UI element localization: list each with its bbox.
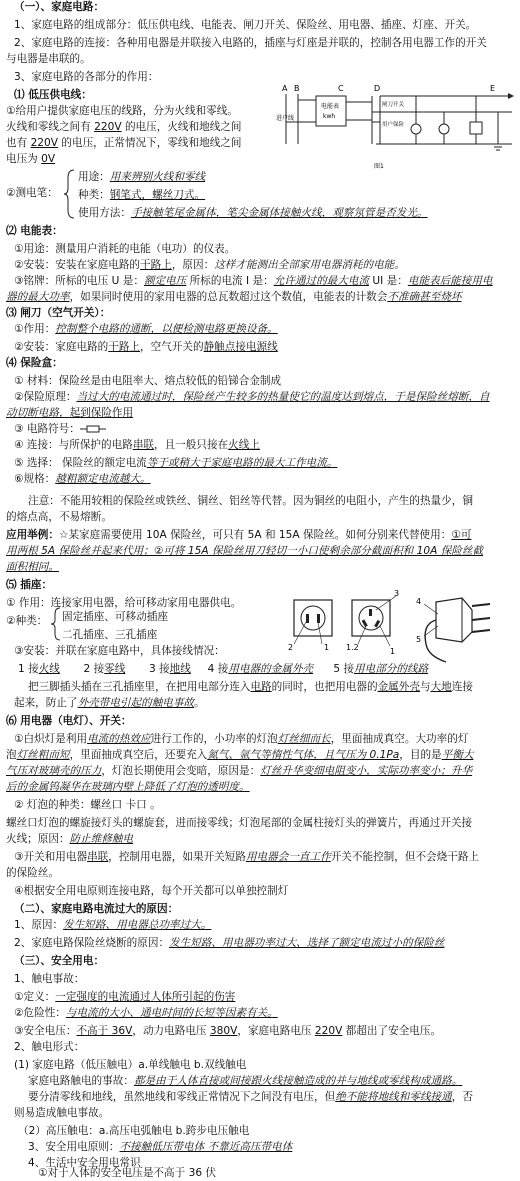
test-pen-method: 使用方法：手接触笔尾金属体，笔尖金属体接触火线，观察氖管是否发光。 (78, 207, 428, 219)
safety-text: 要分清零线和地线，虽然地线和零线正常情况下之间没有电压，但绝不能将地线和零线接通，否 (28, 1091, 473, 1103)
two-hole-socket-icon (294, 600, 332, 636)
brace-icon (62, 168, 76, 220)
socket-number: 1 (390, 647, 396, 656)
socket-box (470, 122, 482, 134)
paragraph-connection-cont: 与电器是串联的。 (6, 53, 91, 65)
socket-types-label: ②种类： (6, 615, 48, 627)
safety-text: 1、触电事故： (14, 973, 85, 985)
section-heading-overcurrent: （二）、家庭电路电流过大的原因： (14, 903, 179, 915)
application-example: 用两根 5A 保险丝并起来代用；②可将 15A 保险丝用刀轻切一小口使剩余部分截面积和 10A 保险丝截 (6, 545, 484, 557)
safety-text: 4、生活中安全用电常识 (28, 1157, 141, 1169)
safety-text: 2、触电形式： (14, 1041, 85, 1053)
figure-label: E (490, 84, 496, 93)
subheading-socket: ⑸ 插座： (6, 579, 53, 591)
socket-text: 起来，防止了外壳带电引起的触电事故。 (14, 697, 205, 709)
section-heading-household-circuit: （一）、家庭电路： (14, 1, 105, 13)
socket-number: 3 (394, 589, 400, 598)
socket-number: 2 (288, 643, 294, 652)
paragraph-components: 1、家庭电路的组成部分：低压供电线、电能表、闸刀开关、保险丝、用电器、插座、灯座、开关。 (14, 19, 477, 31)
fuse-symbol-icon (80, 425, 106, 433)
fuse-note: 的熔点高，不易熔断。 (6, 511, 112, 523)
paragraph-connection: 2、家庭电路的连接：各种用电器是并联接入电路的，插座与灯座是并联的，控制各用电器工作的开关 (14, 37, 487, 49)
fuse-text: ⑤ 选择： 保险丝的额定电流等于或稍大于家庭电路的最大工作电流。 (14, 457, 338, 469)
socket-number: 1 (324, 643, 330, 652)
supply-line-text: 电压为 0V (6, 153, 56, 165)
meter-text: ②安装：安装在家庭电路的干路上，原因：这样才能测出全部家用电器消耗的电能。 (14, 259, 405, 271)
meter-label: 电能表 (321, 103, 340, 110)
three-pin-plug-icon (436, 598, 472, 642)
application-example: 面积相同。 (6, 561, 59, 573)
socket-type-fixed: 固定插座、可移动插座 (62, 611, 168, 623)
incoming-line-label: 进户线 (276, 115, 295, 122)
brace-icon (50, 606, 62, 642)
fuse-text: ⑥规格：越粗额定电流越大。 (14, 473, 151, 485)
switch-text: ②安装：家庭电路的干路上，空气开关的静触点接电源线 (14, 341, 278, 353)
supply-line-text: ①给用户提供家庭电压的线路，分为火线和零线。 (6, 105, 238, 117)
socket-number: 5 (416, 635, 422, 644)
subheading-appliance-switch: ⑹ 用电器（电灯）、开关： (6, 715, 132, 727)
fuse-text: ③ 电路符号： (14, 422, 516, 437)
test-pen-label: ②测电笔： (6, 187, 58, 199)
socket-text: ③安装：并联在家庭电路中，具体接线情况： (14, 645, 225, 657)
supply-line-text: 火线和零线之间有 220V 的电压，火线和地线之间 (6, 121, 242, 133)
fuse-text: ④ 连接：与所保护的电路串联，且一般只接在火线上 (14, 439, 260, 451)
meter-text: ①用途：测量用户消耗的电能（电功）的仪表。 (14, 243, 236, 255)
subheading-energy-meter: ⑵ 电能表： (6, 225, 63, 237)
fuse-box (372, 112, 380, 122)
household-circuit-figure (276, 82, 516, 174)
overcurrent-text: 2、家庭电路保险丝烧断的原因：发生短路、用电器功率过大、选择了额定电流过小的保险丝 (14, 937, 445, 949)
socket-text: ① 作用：连接家用电器，给可移动家用电器供电。 (6, 597, 242, 609)
safety-text: 3、安全用电原则：不接触低压带电体 不靠近高压带电体 (28, 1141, 293, 1153)
safety-text: （2）高压触电：a.高压电弧触电 b.跨步电压触电 (18, 1125, 250, 1137)
fuse-note: 注意：不能用较粗的保险丝或铁丝、铜丝、铝丝等代替。因为铜丝的电阻小，产生的热量少，铜 (28, 495, 473, 507)
meter-text: ③铭牌：所标的电压 U 是：额定电压 所标的电流 I 是：允许通过的最大电流 UI 是：电能表后能接用电 (14, 275, 493, 287)
safety-text: ①对于人体的安全电压是不高于 36 伏 (38, 1167, 217, 1179)
figure-caption: 图1 (374, 163, 384, 170)
application-example: 应用举例：☆某家庭需要使用 10A 保险丝，可只有 5A 和 15A 保险丝。如何分别来代替使用：①可 (6, 529, 472, 541)
lamp-icon (439, 124, 449, 134)
appliance-text: 火线；原因：防止维修触电 (6, 833, 134, 845)
appliance-text: 气压对玻璃壳的压力，灯泡长期使用会变暗，原因是：灯丝升华变细电阻变小，实际功率变小；升华 (6, 765, 473, 777)
safety-text: ①定义：一定强度的电流通过人体所引起的伤害 (14, 991, 236, 1003)
safety-text: 则易造成触电事故。 (14, 1107, 110, 1119)
switch-label: 闸刀开关 (382, 102, 405, 108)
subheading-fuse-box: ⑷ 保险盒： (6, 357, 63, 369)
overcurrent-text: 1、原因：发生短路、用电器总功率过大。 (14, 919, 212, 931)
safety-text: 家庭电路触电的事故：都是由于人体直接或间接跟火线接触造成的并与地线或零线构成通路。 (28, 1075, 463, 1087)
lamp-icon (411, 124, 421, 134)
three-hole-socket-icon (352, 600, 390, 636)
safety-text: ③安全电压：不高于 36V，动力电路电压 380V，家庭电路电压 220V 都超出了安全电压。 (14, 1025, 442, 1037)
test-pen-use: 用途：用来辨别火线和零线 (78, 171, 206, 183)
appliance-text: 泡灯丝粗而短，里面抽成真空后，还要充入氮气、氩气等惰性气体，且气压为 0.1Pa，目的是平衡大 (6, 749, 474, 761)
socket-figure (286, 584, 512, 666)
section-heading-electrical-safety: （三）、安全用电： (14, 955, 105, 967)
figure-label: B (294, 84, 300, 93)
meter-unit: kwh (323, 113, 336, 120)
socket-type-holes: 二孔插座、三孔插座 (62, 629, 158, 641)
fuse-text: ②保险原理：当过大的电流通过时，保险丝产生较多的热量使它的温度达到熔点，于是保险丝熔断，自 (14, 391, 490, 403)
supply-line-text: 也有 220V 的电压，正常情况下，零线和地线之间 (6, 137, 242, 149)
safety-text: (1) 家庭电路（低压触电）a.单线触电 b.双线触电 (14, 1059, 247, 1071)
appliance-text: ①白炽灯是利用电流的热效应进行工作的，小功率的灯泡灯丝细而长，里面抽成真空。大功率的灯 (14, 733, 469, 745)
subheading-knife-switch: ⑶ 闸刀（空气开关）： (6, 307, 111, 319)
fuse-label: 用户保险 (382, 122, 405, 128)
safety-text: ②危险性：与电流的大小、通电时间的长短等因素有关。 (14, 1007, 278, 1019)
paragraph-functions: 3、家庭电路的各部分的作用： (14, 71, 159, 83)
figure-label: C (338, 84, 344, 93)
figure-label: A (282, 84, 288, 93)
figure-label: D (374, 84, 381, 93)
meter-box (316, 96, 346, 126)
switch-text: ①作用：控制整个电路的通断，以便检测电路更换设备。 (14, 323, 278, 335)
appliance-text: ② 灯泡的种类：螺丝口 卡口 。 (14, 799, 161, 811)
subheading-supply-line: ⑴ 低压供电线： (14, 89, 92, 101)
appliance-text: 的保险丝。 (6, 867, 59, 879)
test-pen-type: 种类：钢笔式，螺丝刀式。 (78, 189, 206, 201)
appliance-text: 螺丝口灯泡的螺旋接灯头的螺旋套，进而接零线；灯泡尾部的金属柱接灯头的弹簧片，再通过开关接 (6, 817, 473, 829)
meter-text: 器的最大功率，如果同时使用的家用电器的总瓦数超过这个数值，电能表的计数会不准确甚至烧坏 (6, 291, 462, 303)
socket-text: 把三脚插头插在三孔插座里，在把用电部分连入电路的同时，也把用电器的金属外壳与大地连接 (28, 681, 473, 693)
socket-wiring-list: 1 接火线 2 接零线 3 接地线 4 接用电器的金属外壳 5 接用电部分的线路 (18, 663, 429, 675)
appliance-text: ④根据安全用电原则连接电路，每个开关都可以单独控制灯 (14, 885, 289, 897)
appliance-text: ③开关和用电器串联，控制用电器，如果开关短路用电器会一直工作开关不能控制，但不会烧干路上 (14, 851, 480, 863)
socket-number: 4 (416, 597, 422, 606)
fuse-text: 动切断电路，起到保险作用 (6, 407, 134, 419)
socket-number: 1.2 (346, 643, 359, 652)
appliance-text: 后的金属钨凝华在玻璃内壁上降低了灯泡的透明度。 (6, 781, 250, 793)
fuse-text: ① 材料：保险丝是由电阻率大、熔点较低的铅锑合金制成 (14, 375, 282, 387)
